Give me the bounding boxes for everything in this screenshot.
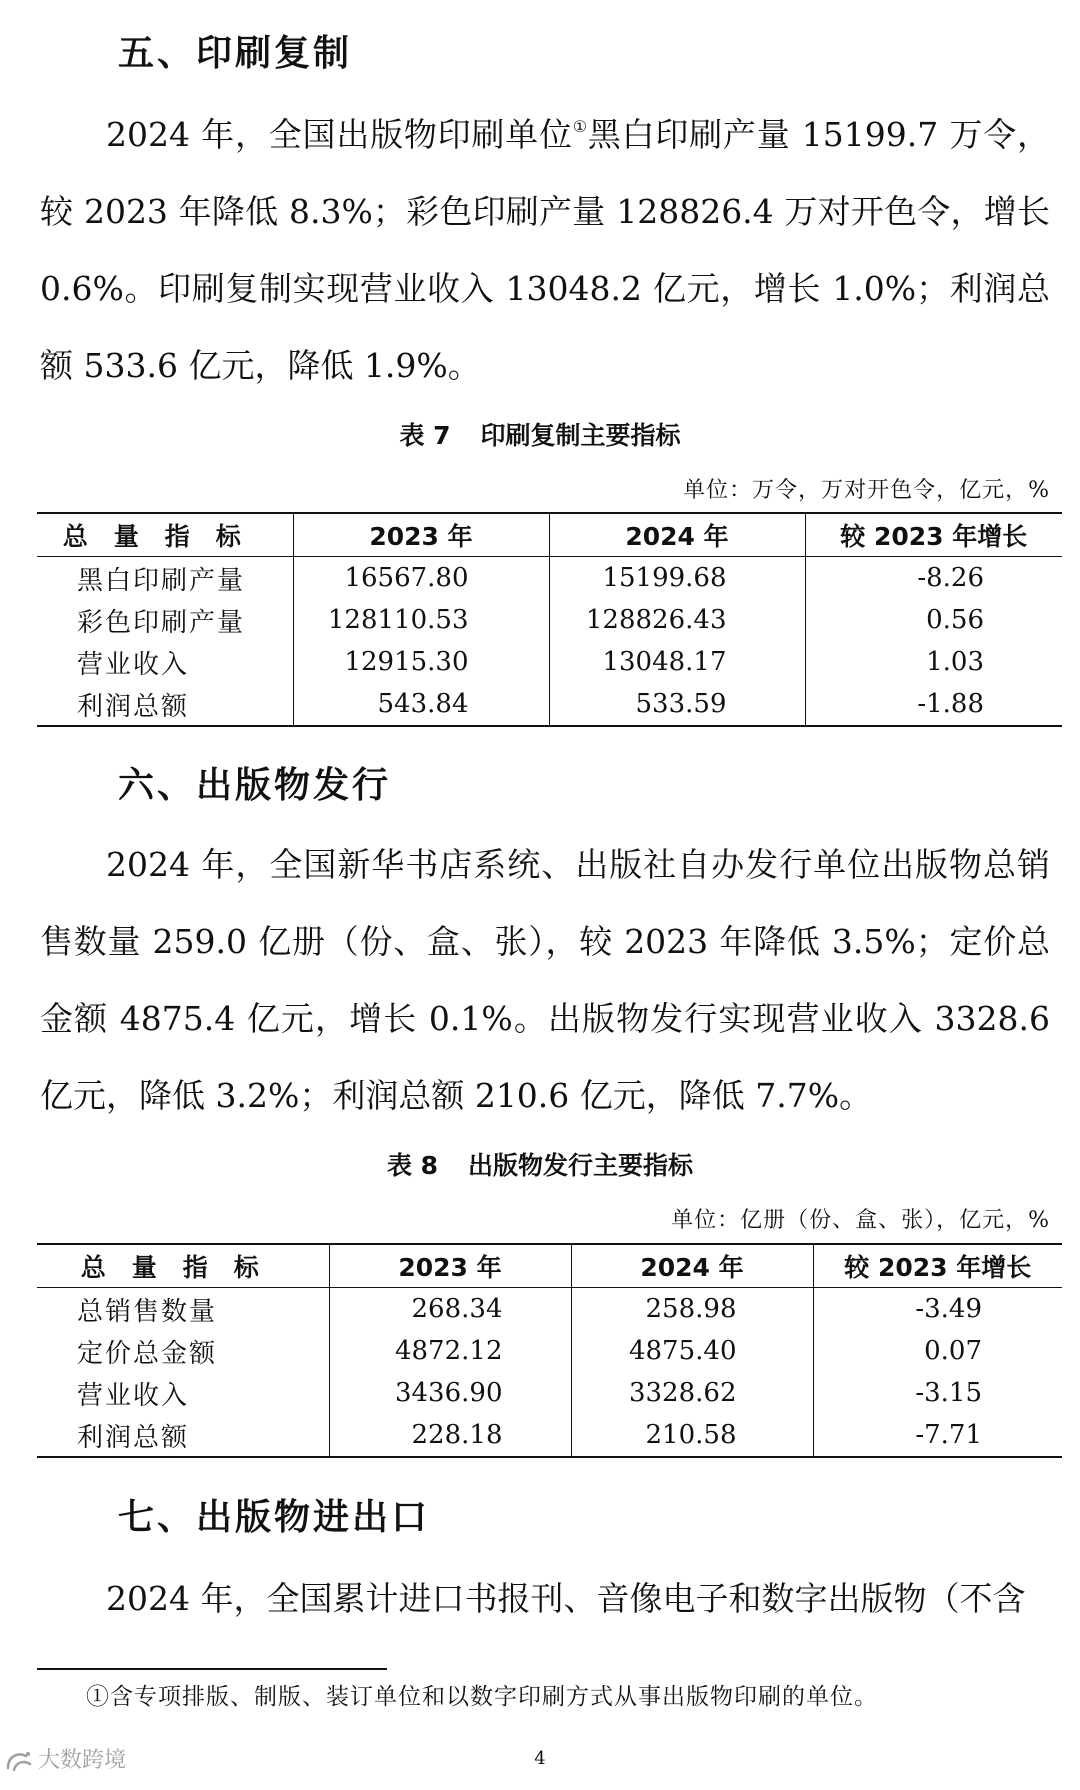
table-8-title: 出版物发行主要指标: [468, 1151, 694, 1180]
header-2024: 2024 年: [571, 1244, 813, 1288]
cell-2023: 543.84: [293, 683, 549, 726]
table-row: [37, 683, 1062, 726]
cell-2024: 128826.43: [549, 599, 805, 641]
page-number: 4: [534, 1748, 546, 1769]
table-row: [37, 641, 1062, 683]
header-2023: 2023 年: [329, 1244, 571, 1288]
table-header-row: [37, 1244, 1062, 1288]
table-row: [37, 1414, 1062, 1457]
cell-2024: 533.59: [549, 683, 805, 726]
paragraph-printing-part2: 黑白印刷产量 15199.7 万令，较 2023 年降低 8.3%；彩色印刷产量 128826.4 万对开色令，增长 0.6%。印刷复制实现营业收入 13048.2 亿元，增长 1.0%；利润总额 533.6 亿元，降低 1.9%。: [40, 115, 1050, 385]
cell-indicator: 彩色印刷产量: [37, 599, 293, 641]
header-indicator: 总量指标: [37, 1244, 329, 1288]
header-2024: 2024 年: [549, 513, 805, 557]
cell-2024: 15199.68: [549, 557, 805, 600]
cell-2023: 16567.80: [293, 557, 549, 600]
cell-growth: -8.26: [917, 563, 984, 593]
cell-indicator: 黑白印刷产量: [37, 557, 293, 600]
table-7-unit: 单位：万令，万对开色令，亿元，%: [683, 478, 1050, 503]
cell-indicator: 营业收入: [37, 1372, 329, 1414]
table-row: [37, 1288, 1062, 1331]
cell-indicator: 定价总金额: [37, 1330, 329, 1372]
cell-2023: 3436.90: [329, 1372, 571, 1414]
cell-2024: 3328.62: [571, 1372, 813, 1414]
header-growth: 较 2023 年增长: [813, 1244, 1062, 1288]
section-heading-distribution: 六、出版物发行: [118, 765, 392, 806]
cell-growth: 0.56: [926, 605, 984, 635]
footnote-divider: [37, 1668, 387, 1670]
section-heading-import-export: 七、出版物进出口: [118, 1497, 431, 1538]
paragraph-distribution: 2024 年，全国新华书店系统、出版社自办发行单位出版物总销售数量 259.0 亿册（份、盒、张），较 2023 年降低 3.5%；定价总金额 4875.4 亿元，增长 0.1%。出版物发行实现营业收入 3328.6 亿元，降低 3.2%；利润总额 210.6 亿元，降低 7.7%。: [40, 845, 1050, 1115]
section-heading-printing: 五、印刷复制: [118, 33, 353, 74]
cell-2023: 128110.53: [293, 599, 549, 641]
paragraph-printing-part1: 2024 年，全国出版物印刷单位: [106, 115, 573, 154]
paragraph-printing: [40, 96, 1050, 404]
cell-2023: 12915.30: [293, 641, 549, 683]
header-2023: 2023 年: [293, 513, 549, 557]
cell-indicator: 利润总额: [37, 683, 293, 726]
cell-2024: 258.98: [571, 1288, 813, 1331]
footnote-marker[interactable]: ①: [572, 117, 588, 136]
cell-growth: -3.15: [915, 1378, 982, 1408]
table-7-caption: [0, 423, 1080, 448]
table-8-distribution-indicators: [37, 1243, 1062, 1458]
cell-2023: 228.18: [329, 1414, 571, 1457]
table-row: [37, 1372, 1062, 1414]
table-row: [37, 557, 1062, 600]
paragraph-import-export: 2024 年，全国累计进口书报刊、音像电子和数字出版物（不含: [106, 1579, 1026, 1618]
table-row: [37, 599, 1062, 641]
header-indicator: 总量指标: [37, 513, 293, 557]
cell-2023: 268.34: [329, 1288, 571, 1331]
header-growth: 较 2023 年增长: [805, 513, 1062, 557]
cell-2024: 4875.40: [571, 1330, 813, 1372]
cell-2023: 4872.12: [329, 1330, 571, 1372]
table-8-number: 表 8: [386, 1151, 439, 1180]
table-8-caption: [0, 1153, 1080, 1178]
table-7-printing-indicators: [37, 512, 1062, 727]
table-7-number: 表 7: [399, 421, 451, 450]
table-row: [37, 1330, 1062, 1372]
table-header-row: [37, 513, 1062, 557]
brand-logo-icon: [4, 1748, 34, 1774]
cell-indicator: 总销售数量: [37, 1288, 329, 1331]
cell-growth: -7.71: [813, 1414, 1062, 1457]
table-8-unit: 单位：亿册（份、盒、张），亿元，%: [671, 1208, 1050, 1233]
cell-indicator: 利润总额: [37, 1414, 329, 1457]
footnote: ①含专项排版、制版、装订单位和以数字印刷方式从事出版物印刷的单位。: [86, 1684, 878, 1710]
cell-2024: 210.58: [571, 1414, 813, 1457]
cell-2024: 13048.17: [549, 641, 805, 683]
cell-indicator: 营业收入: [37, 641, 293, 683]
watermark: [4, 1748, 126, 1774]
cell-growth: -3.49: [915, 1294, 982, 1324]
table-7-title: 印刷复制主要指标: [480, 421, 681, 450]
cell-growth: 0.07: [924, 1336, 982, 1366]
cell-growth: -1.88: [805, 683, 1062, 726]
cell-growth: 1.03: [926, 647, 984, 677]
watermark-text: 大数跨境: [38, 1748, 127, 1773]
